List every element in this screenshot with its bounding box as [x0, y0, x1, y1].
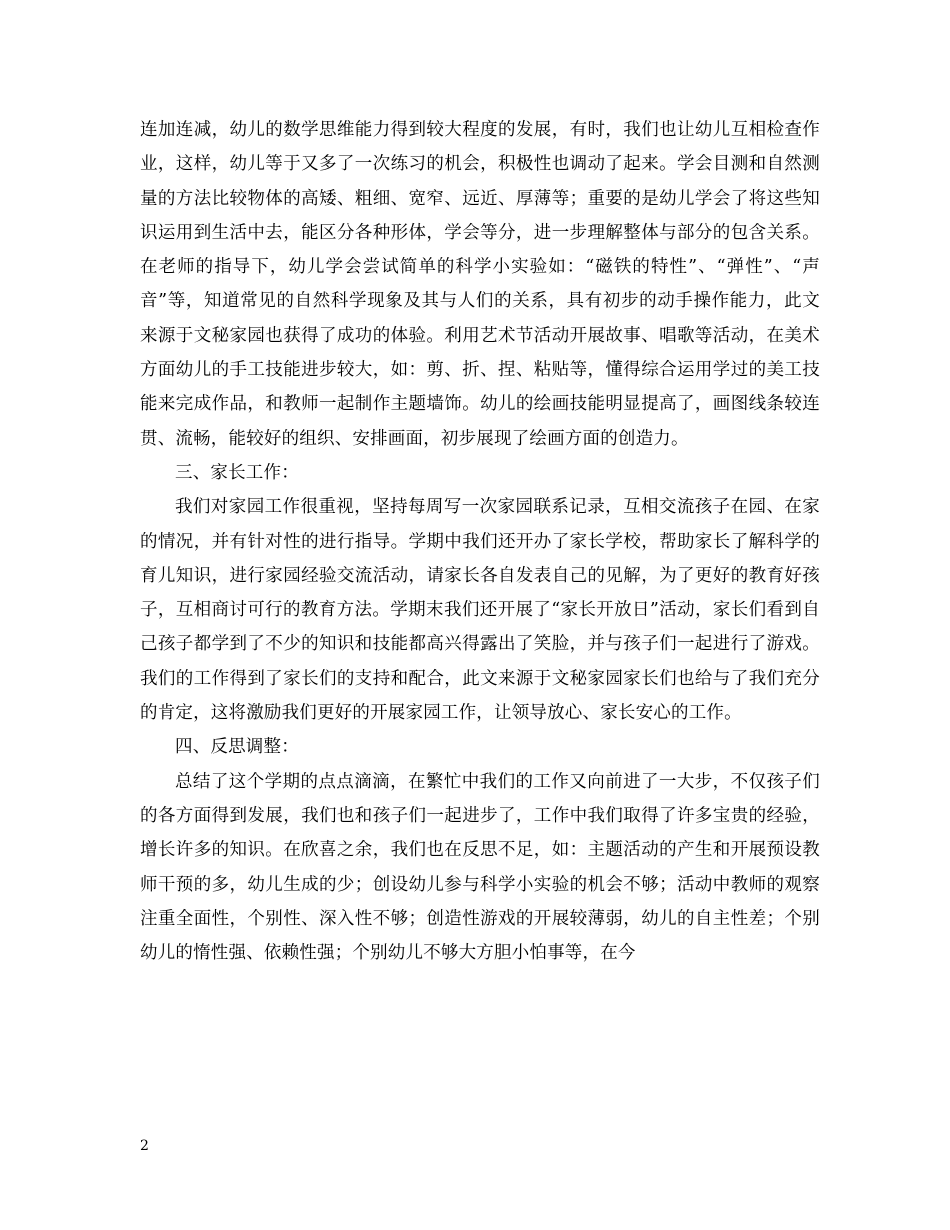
section-heading-parent-work: 三、家长工作： [175, 462, 299, 483]
section-heading-reflection: 四、反思调整： [175, 737, 299, 758]
page-number: 2 [140, 1138, 149, 1154]
document-body [140, 113, 820, 970]
paragraph-reflection: 总结了这个学期的点点滴滴，在繁忙中我们的工作又向前进了一大步，不仅孩子们的各方面得到发展，我们也和孩子们一起进步了，工作中我们取得了许多宝贵的经验，增长许多的知识。在欣喜之余，我们也在反思不足，如：主题活动的产生和开展预设教师干预的多，幼儿生成的少；创设幼儿参与科学小实验的机会不够；活动中教师的观察注重全面性，个别性、深入性不够；创造性游戏的开展较薄弱，幼儿的自主性差；个别幼儿的惰性强、依赖性强；个别幼儿不够大方胆小怕事等，在今 [140, 771, 820, 964]
paragraph-continuation: 连加连减，幼儿的数学思维能力得到较大程度的发展，有时，我们也让幼儿互相检查作业，这样，幼儿等于又多了一次练习的机会，积极性也调动了起来。学会目测和自然测量的方法比较物体的高矮、粗细、宽窄、远近、厚薄等；重要的是幼儿学会了将这些知识运用到生活中去，能区分各种形体，学会等分，进一步理解整体与部分的包含关系。在老师的指导下，幼儿学会尝试简单的科学小实验如：“磁铁的特性”、“弹性”、“声音”等，知道常见的自然科学现象及其与人们的关系，具有初步的动手操作能力，此文来源于文秘家园也获得了成功的体验。利用艺术节活动开展故事、唱歌等活动，在美术方面幼儿的手工技能进步较大，如：剪、折、捏、粘贴等，懂得综合运用学过的美工技能来完成作品，和教师一起制作主题墙饰。幼儿的绘画技能明显提高了，画图线条较连贯、流畅，能较好的组织、安排画面，初步展现了绘画方面的创造力。 [140, 120, 820, 449]
paragraph-parent-work: 我们对家园工作很重视，坚持每周写一次家园联系记录，互相交流孩子在园、在家的情况，并有针对性的进行指导。学期中我们还开办了家长学校，帮助家长了解科学的育儿知识，进行家园经验交流活动，请家长各自发表自己的见解，为了更好的教育好孩子，互相商讨可行的教育方法。学期末我们还开展了“家长开放日”活动，家长们看到自己孩子都学到了不少的知识和技能都高兴得露出了笑脸，并与孩子们一起进行了游戏。我们的工作得到了家长们的支持和配合，此文来源于文秘家园家长们也给与了我们充分的肯定，这将激励我们更好的开展家园工作，让领导放心、家长安心的工作。 [140, 497, 820, 724]
